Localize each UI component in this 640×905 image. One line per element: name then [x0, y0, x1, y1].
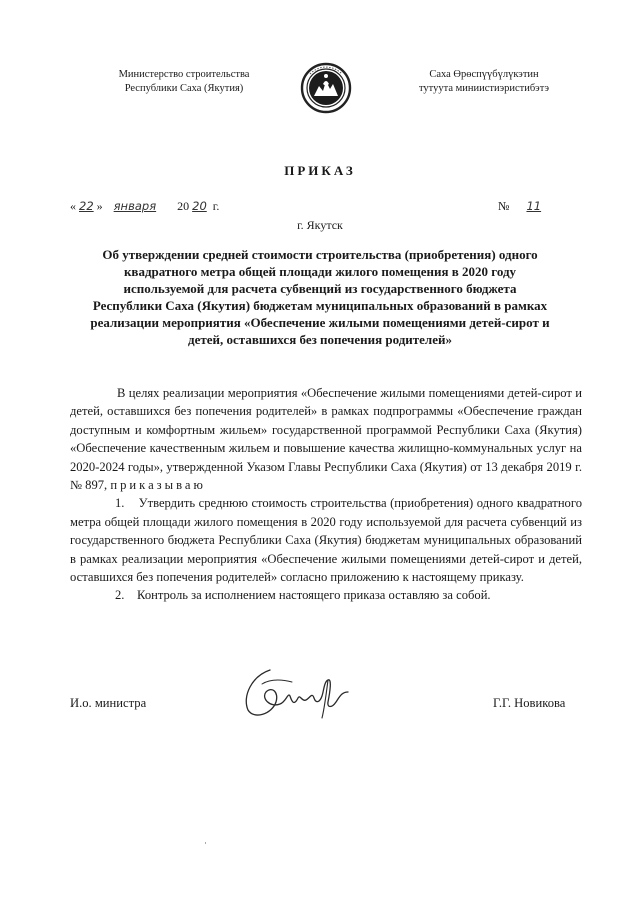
order-date	[70, 199, 219, 214]
subject-line: используемой для расчета субвенций из государственного бюджета	[123, 281, 517, 296]
number-value: 11	[526, 199, 542, 213]
date-close-quote: »	[96, 199, 103, 213]
scan-speck	[205, 842, 206, 844]
subject-line: квадратного метра общей площади жилого помещения в 2020 году	[123, 264, 517, 279]
date-year-prefix: 20	[177, 199, 190, 213]
intro-paragraph	[70, 384, 582, 494]
ministry-header-ru	[84, 68, 284, 96]
order-number	[498, 199, 555, 214]
subject-line: Республики Саха (Якутия) бюджетам муниципальных образований в рамках	[92, 298, 548, 313]
item-number: 2.	[115, 588, 125, 603]
coat-of-arms-emblem-icon	[300, 62, 352, 114]
subject-line: детей, оставшихся без попечения родителей»	[188, 332, 452, 347]
issue-city: г. Якутск	[297, 218, 343, 232]
date-year-unit: г.	[212, 199, 220, 213]
order-body	[70, 384, 582, 605]
order-item-1	[70, 494, 582, 586]
subject-line: Об утверждении средней стоимости строительства (приобретения) одного	[102, 247, 538, 262]
order-subject	[70, 246, 570, 348]
republic-name-ru: Республики Саха (Якутия)	[124, 83, 244, 94]
item-number: 1.	[115, 496, 125, 511]
number-label: №	[498, 199, 510, 213]
intro-text: В целях реализации мероприятия «Обеспечение жилыми помещениями детей-сирот и детей, оставшихся без попечения родителей» в рамках подпрограммы «Обеспечение граждан доступным и комфортным жильем» государственной программой Республики Саха (Якутия) «Обеспечение качественным жильем и повышение качества жилищно-коммунальных услуг на 2020-2024 годы», утвержденной Указом Главы Республики Саха (Якутия) от 13 декабря 2019 г. № 897,	[70, 386, 582, 493]
date-open-quote: «	[70, 199, 76, 213]
document-title: ПРИКАЗ	[284, 163, 356, 178]
ministry-name-sakha: тутуута миниистиэристибэтэ	[418, 83, 550, 94]
ministry-header-sakha	[384, 68, 584, 96]
date-year-suffix: 20	[192, 199, 207, 213]
signatory-name: Г.Г. Новикова	[493, 696, 566, 710]
subject-line: реализации мероприятия «Обеспечение жилыми помещениями детей-сирот и	[90, 315, 550, 330]
date-month: января	[113, 199, 157, 213]
ministry-name-ru: Министерство строительства	[118, 69, 250, 80]
order-word: приказываю	[110, 478, 206, 493]
item-text: Контроль за исполнением настоящего приказа оставляю за собой.	[137, 588, 491, 603]
order-item-2	[70, 586, 582, 604]
date-day: 22	[79, 199, 94, 213]
handwritten-signature-icon	[232, 662, 362, 724]
signatory-position: И.о. министра	[70, 696, 147, 710]
republic-name-sakha: Саха Өрөспүүбүлүкэтин	[429, 69, 539, 80]
item-text: Утвердить среднюю стоимость строительства (приобретения) одного квадратного метра общей площади жилого помещения в 2020 году используемой для расчета субвенций из государственного бюджета Республики Саха (Якутия) бюджетам муниципальных образований в рамках реализации мероприятия «Обеспечение жилыми помещениями детей-сирот и детей, оставшихся без попечения родителей» согласно приложению к настоящему приказу.	[70, 496, 583, 585]
